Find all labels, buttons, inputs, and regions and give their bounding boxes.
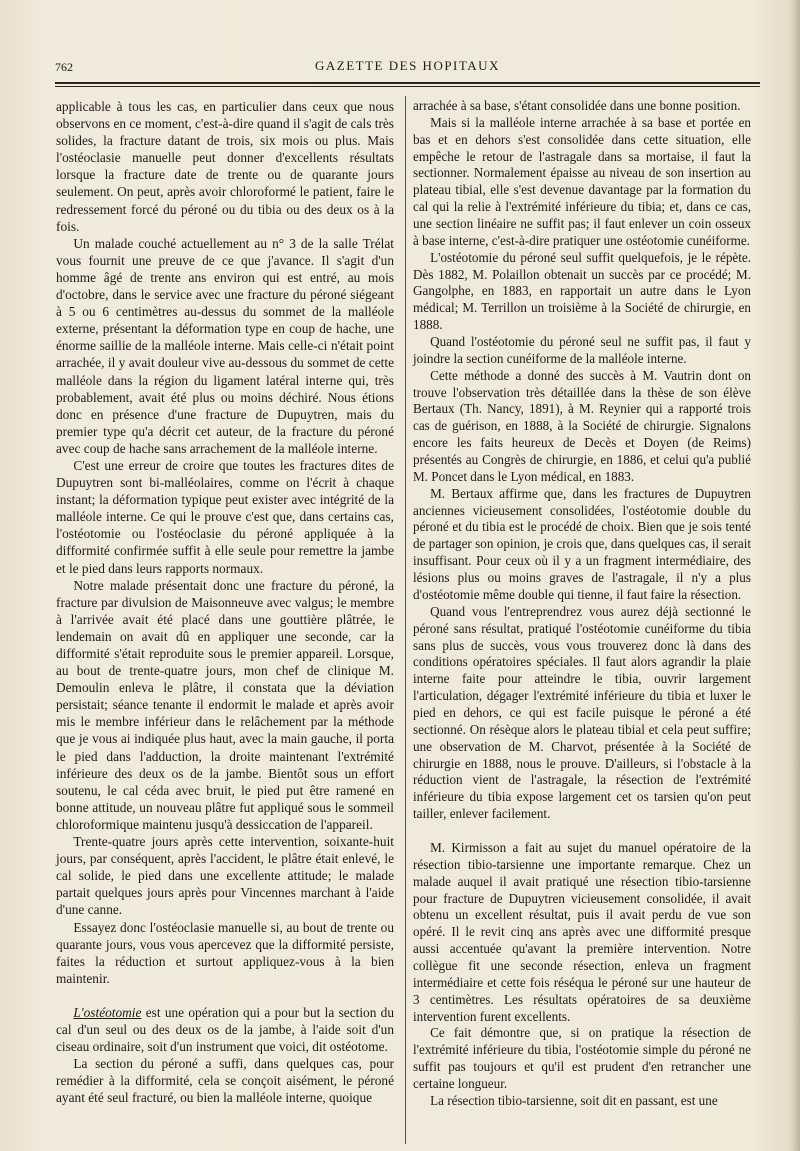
paragraph-osteotomie [56, 1004, 394, 1055]
journal-title: GAZETTE DES HOPITAUX [315, 58, 500, 73]
right-column [413, 98, 751, 1110]
left-column [56, 98, 394, 1106]
paragraph: Trente-quatre jours après cette intervention, soixante-huit jours, par conséquent, après l'accident, le plâtre était enlevé, le cal solide, le pied dans une excellente attitude; le malade partait quelques jours après pour Vincennes marchant à l'aide d'une canne. [56, 834, 394, 918]
paragraph: applicable à tous les cas, en particulier dans ceux que nous observons en ce moment, c'est-à-dire quand il s'agit de cals très solides, la fracture datant de trois, six mois ou plus. Mais l'ostéoclasie manuelle peut donner d'excellents résultats lorsque la fracture date de trente ou de quarante jours seulement. On peut, après avoir chloroformé le patient, faire le redressement forcé du péroné ou du tibia ou des deux os à la fois. [56, 99, 394, 234]
paragraph: M. Kirmisson a fait au sujet du manuel opératoire de la résection tibio-tarsienne une importante remarque. Chez un malade auquel il avait pratiqué une résection tibio-tarsienne pour fracture de Dupuytren vicieusement consolidée, il avait obtenu un excellent résultat, puis il avait perdu de vue son opéré. Il le revit cinq ans après avec une difformité presque aussi accentuée qu'avant la première intervention. Notre collègue fit une seconde résection, enleva un fragment intermédiaire et cette fois réséqua le péroné sur une hauteur de 3 centimètres. Les résultats opératoires de sa deuxième intervention furent excellents. [413, 839, 751, 1024]
paragraph: M. Bertaux affirme que, dans les fractures de Dupuytren anciennes vicieusement consolidées, l'ostéotomie double du péroné et du tibia est le procédé de choix. Bien que je sois tenté de partager son opinion, je crois que, dans quelques cas, il serait insuffisant. Pour ceux où il y a un fragment intermédiaire, des lésions plus ou moins graves de l'astragale, il n'y a plus d'ostéotomie même double qui tienne, il faut faire la résection. [413, 485, 751, 602]
paragraph: Notre malade présentait donc une fracture du péroné, la fracture par divulsion de Maisonneuve avec valgus; le membre à l'arrivée avait été placé dans une gouttière plâtrée, le lendemain on avait dû en appliquer une seconde, car la difformité s'était reproduite sous le premier appareil. Lorsque, au bout de trente-quatre jours, mon chef de clinique M. Demoulin enleva le plâtre, il constata que la déviation persistait; séance tenante il endormit le malade et après avoir mis le membre inférieur dans le relâchement par la méthode que je vous ai indiquée plus haut, avec la main gauche, il porta le pied dans l'adduction, la droite maintenant l'extrémité inférieure des deux os de la jambe. Bientôt sous un effort soutenu, le cal céda avec bruit, le pied put être ramené en bonne attitude, un nouveau plâtre fut appliqué sous le sommeil chloroformique maintenu jusqu'à dessiccation de l'appareil. [56, 577, 394, 832]
paragraph: Ce fait démontre que, si on pratique la résection de l'extrémité inférieure du tibia, l'ostéotomie simple du péroné ne suffit pas toujours et qu'il est prudent d'en retrancher une certaine longueur. [413, 1025, 751, 1091]
paragraph: Cette méthode a donné des succès à M. Vautrin dont on trouve l'observation très détaillée dans la thèse de son élève Bertaux (Th. Nancy, 1891), à M. Reynier qui a rapporté trois cas de guérison, en 1888, à la Société de chirurgie. Signalons encore les faits heureux de Decès et Doyen (de Reims) présentés au Congrès de chirurgie, en 1886, et celui qu'a publié M. Poncet dans le Lyon médical, en 1883. [413, 367, 751, 484]
paragraph: Quand l'ostéotomie du péroné seul ne suffit pas, il faut y joindre la section cunéiforme de la malléole interne. [413, 334, 751, 366]
lead-term: L'ostéotomie [73, 1004, 142, 1020]
header-rule-thin [55, 86, 760, 87]
paragraph: arrachée à sa base, s'étant consolidée dans une bonne position. [413, 98, 741, 113]
paragraph: La résection tibio-tarsienne, soit dit en passant, est une [430, 1092, 718, 1108]
paragraph-text: est une opération qui a pour but la section du cal d'un seul ou des deux os de la jambe, à l'aide soit d'un ciseau ordinaire, soit d'un instrument que voici, dit ostéotome. [56, 1004, 394, 1055]
header-rule-thick [55, 82, 760, 84]
column-divider [405, 96, 406, 1144]
page-number: 762 [55, 60, 73, 74]
page-header [55, 55, 760, 77]
paragraph: Essayez donc l'ostéoclasie manuelle si, au bout de trente ou quarante jours, vous vous apercevez que la difformité persiste, faites la réduction et surtout appliquez-vous à la bien maintenir. [56, 919, 394, 986]
paragraph: C'est une erreur de croire que toutes les fractures dites de Dupuytren sont bi-malléolaires, comme on l'écrit à chaque instant; la déformation typique peut exister avec intégrité de la malléole interne. Ce qui le prouve c'est que, dans certains cas, l'ostéotomie ou l'ostéoclasie du péroné appliquée à la difformité confirmée suffit à elle seule pour remettre la jambe et le pied dans leurs rapports normaux. [56, 457, 394, 576]
paragraph: Quand vous l'entreprendrez vous aurez déjà sectionné le péroné sans résultat, pratiqué l'ostéotomie cunéiforme du tibia sans plus de succès, vous vous trouverez donc là dans des conditions opératoires spéciales. Il faut alors agrandir la plaie interne faite pour atteindre le tibia, ouvrir largement l'articulation, dégager l'extrémité inférieure du tibia et luxer le pied en dehors, ce qui est facile puisque le péroné a été sectionné. On résèque alors le plateau tibial et cela peut suffire; une observation de M. Charvot, présentée à la Société de chirurgie en 1888, nous le prouve. D'ailleurs, si l'obstacle à la réduction vient de l'astragale, la résection de l'extrémité inférieure du tibia expose largement cet os tarsien qu'on peut tailler, enlever facilement. [413, 603, 751, 822]
page-edge-shadow [790, 0, 800, 1151]
paragraph: L'ostéotomie du péroné seul suffit quelquefois, je le répète. Dès 1882, M. Polaillon obtenait un succès par ce procédé; M. Gangolphe, en 1883, en rapportait un autre dans le Lyon médical; M. Terrillon un troisième à la Société de chirurgie, en 1888. [413, 249, 751, 333]
paragraph: Mais si la malléole interne arrachée à sa base et portée en bas et en dehors s'est consolidée dans cette situation, elle empêche le retour de l'astragale dans sa mortaise, il faut la sectionner. Normalement épaisse au niveau de son insertion au plateau tibial, elle s'est devenue davantage par la formation du cal qui la relie à l'extrémité inférieure du tibia; et, dans ce cas, une section linéaire ne suffit pas; il faut enlever un coin osseux à base interne, c'est-à-dire pratiquer une ostéotomie cunéiforme. [413, 114, 751, 248]
paragraph: Un malade couché actuellement au n° 3 de la salle Trélat vous fournit une preuve de ce que j'avance. Il s'agit d'un homme âgé de trente ans environ qui est entré, au mois d'octobre, dans le service avec une fracture du péroné siégeant à 5 ou 6 centimètres au-dessus du sommet de la malléole externe, présentant la déformation type en coup de hache, une énorme saillie de la malléole interne. Mais celle-ci n'était point arrachée, il y avait douleur vive au-dessous du sommet de cette malléole dans la région du ligament latéral interne qui, très probablement, avait été plus ou moins déchiré. Nous étions donc en présence d'une fracture de Dupuytren, mais du premier type qu'a décrit cet auteur, de la fracture du péroné avec coup de hache sans arrachement de la malléole interne. [56, 235, 394, 456]
paragraph: La section du péroné a suffi, dans quelques cas, pour remédier à la difformité, cela se conçoit aisément, le péroné ayant été seul fracturé, ou bien la malléole interne, quoique [56, 1056, 394, 1106]
